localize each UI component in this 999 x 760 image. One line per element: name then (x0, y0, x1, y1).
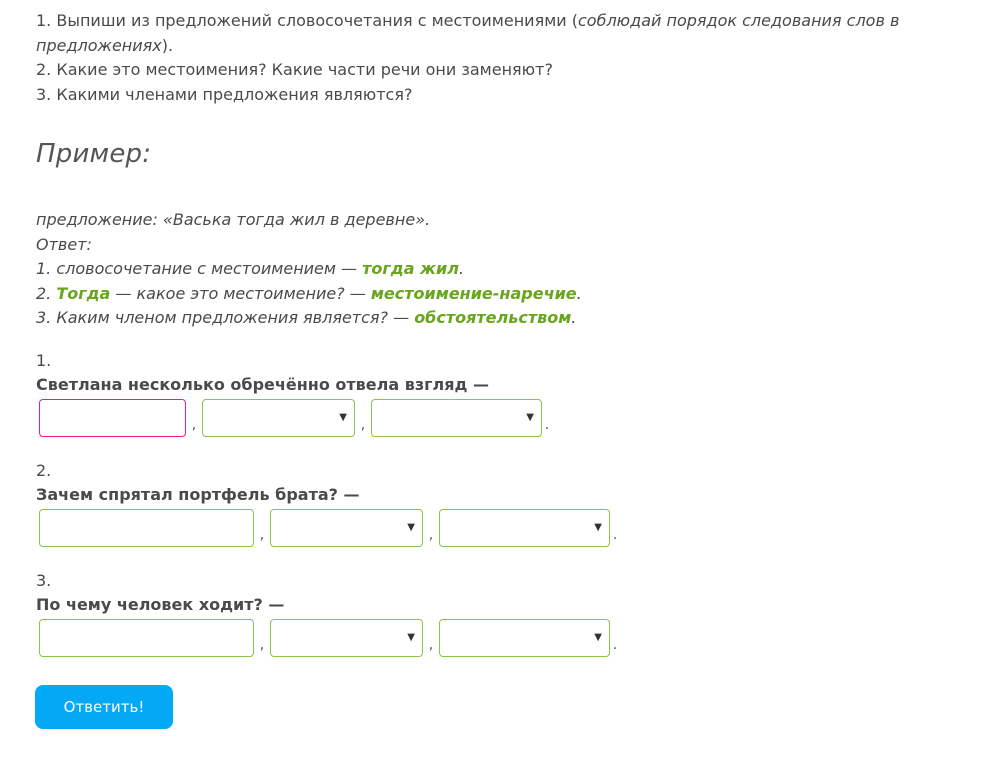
phrase-input[interactable] (39, 509, 254, 547)
pronoun-type-select[interactable] (270, 509, 423, 547)
chevron-down-icon: ▼ (526, 411, 534, 423)
exercise-container (36, 9, 956, 657)
example-line-2-highlight-1: Тогда (56, 283, 111, 303)
example-line-3-highlight: обстоятельством (414, 308, 572, 327)
task-number: 3. (36, 570, 52, 590)
phrase-input[interactable] (39, 619, 254, 657)
comma-separator: , (191, 416, 197, 433)
task-number: 2. (36, 460, 52, 480)
example-line-2-prefix: 2. (36, 283, 57, 303)
chevron-down-icon: ▼ (407, 631, 415, 643)
comma-separator: , (259, 526, 265, 543)
example-line-2 (36, 282, 956, 307)
phrase-input[interactable] (39, 399, 186, 437)
task-3 (36, 569, 956, 657)
example-heading: Пример: (36, 139, 152, 169)
chevron-down-icon: ▼ (594, 521, 602, 533)
submit-button[interactable]: Ответить! (35, 685, 173, 729)
example-line-2-highlight-2: местоимение-наречие (370, 283, 577, 303)
instructions (36, 9, 956, 107)
sentence-member-select[interactable] (371, 399, 542, 437)
example-line-3 (36, 306, 956, 331)
task-sentence: Светлана несколько обречённо отвела взгляд — (36, 374, 489, 394)
task-1 (36, 349, 956, 437)
period-separator: . (612, 526, 618, 543)
comma-separator: , (360, 416, 366, 433)
example-line-1-end: . (458, 259, 464, 278)
example-line-2-mid: — какое это местоимение? — (110, 283, 371, 303)
period-separator: . (612, 636, 618, 653)
pronoun-type-select[interactable] (202, 399, 355, 437)
comma-separator: , (428, 526, 434, 543)
task-sentence: Зачем спрятал портфель брата? — (36, 484, 360, 504)
instruction-2: 2. Какие это местоимения? Какие части речи они заменяют? (36, 60, 553, 79)
example-line-1-highlight: тогда жил (362, 259, 459, 278)
instruction-1-text: 1. Выпиши из предложений словосочетания с местоимениями ( (36, 11, 578, 30)
instruction-1-italic: соблюдай порядок следования слов в предложениях (36, 11, 900, 55)
chevron-down-icon: ▼ (594, 631, 602, 643)
sentence-member-select[interactable] (439, 509, 610, 547)
answer-row (36, 397, 956, 437)
chevron-down-icon: ▼ (339, 411, 347, 423)
task-sentence: По чему человек ходит? — (36, 594, 285, 614)
example-line-3-text: 3. Каким членом предложения является? — (36, 308, 415, 327)
example-answer-label: Ответ: (36, 234, 92, 254)
period-separator: . (544, 416, 550, 433)
example-sentence: предложение: «Васька тогда жил в деревне». (36, 210, 431, 229)
chevron-down-icon: ▼ (407, 521, 415, 533)
answer-row (36, 507, 956, 547)
answer-row (36, 617, 956, 657)
example-line-1 (36, 257, 956, 282)
instruction-1-suffix: ). (161, 35, 174, 55)
sentence-member-select[interactable] (439, 619, 610, 657)
instruction-1 (36, 9, 956, 58)
example-line-1-text: 1. словосочетание с местоимением — (36, 259, 363, 278)
pronoun-type-select[interactable] (270, 619, 423, 657)
example-block (36, 208, 956, 331)
task-2 (36, 459, 956, 547)
comma-separator: , (259, 636, 265, 653)
task-number: 1. (36, 350, 52, 370)
comma-separator: , (428, 636, 434, 653)
example-line-2-end: . (576, 283, 582, 303)
instruction-3: 3. Какими членами предложения являются? (36, 84, 413, 104)
example-line-3-end: . (571, 308, 577, 327)
